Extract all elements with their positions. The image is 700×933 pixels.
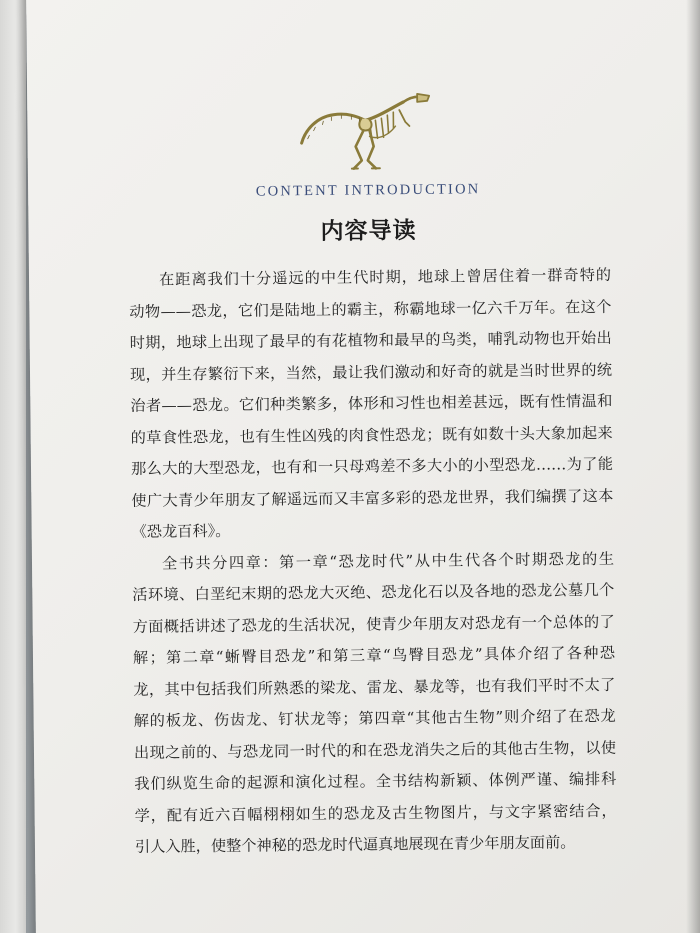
text-line: 在距离我们十分遥远的中生代时期，地球上曾居住着一群奇特的 xyxy=(158,265,612,289)
text-line: 引人入胜，使整个神秘的恐龙时代逼真地展现在青少年朋友面前。 xyxy=(134,833,576,856)
text-line: 的草食性恐龙，也有生性凶残的肉食性恐龙；既有如数十头大象加起来 xyxy=(130,423,613,447)
text-line: 龙，其中包括我们所熟悉的梁龙、雷龙、暴龙等，也有我们平时不太了 xyxy=(133,675,616,699)
page-edge-shadow xyxy=(686,0,700,933)
introduction-text xyxy=(129,260,617,864)
text-line: 那么大的大型恐龙，也有和一只母鸡差不多大小的小型恐龙……为了能 xyxy=(130,454,614,478)
text-line: 解；第二章“蜥臀目恐龙”和第三章“鸟臀目恐龙”具体介绍了各种恐 xyxy=(132,643,616,667)
text-line: 活环境、白垩纪末期的恐龙大灭绝、恐龙化石以及各地的恐龙公墓几个 xyxy=(132,580,615,604)
paragraph-2 xyxy=(132,543,617,863)
text-line: 现，并生存繁衍下来，当然，最让我们激动和好奇的就是当时世界的统 xyxy=(129,360,613,384)
chinese-heading: 内容导读 xyxy=(320,217,417,245)
text-line: 动物——恐龙，它们是陆地上的霸主，称霸地球一亿六千万年。在这个 xyxy=(129,297,612,321)
text-line: 《恐龙百科》。 xyxy=(131,521,231,541)
paragraph-1 xyxy=(129,260,614,549)
text-line: 使广大青少年朋友了解遥远而又丰富多彩的恐龙世界，我们编撰了这本 xyxy=(131,486,614,510)
text-line: 方面概括讲述了恐龙的生活状况，使青少年朋友对恐龙有一个总体的了 xyxy=(132,612,615,636)
text-line: 全书共分四章：第一章“恐龙时代”从中生代各个时期恐龙的生 xyxy=(161,549,615,573)
dinosaur-skeleton-icon xyxy=(295,90,432,173)
text-line: 出现之前的、与恐龙同一时代的和在恐龙消失之后的其他古生物，以使 xyxy=(133,738,617,762)
english-heading: CONTENT INTRODUCTION xyxy=(255,181,481,200)
text-line: 时期，地球上出现了最早的有花植物和最早的鸟类，哺乳动物也开始出 xyxy=(129,328,612,352)
text-line: 学，配有近六百幅栩栩如生的恐龙及古生物图片，与文字紧密结合， xyxy=(134,801,617,825)
text-line: 解的板龙、伤齿龙、钉状龙等；第四章“其他古生物”则介绍了在恐龙 xyxy=(133,706,616,730)
facing-page-edge xyxy=(0,0,26,933)
text-line: 治者——恐龙。它们种类繁多，体形和习性也相差甚远，既有性情温和 xyxy=(130,391,613,415)
book-page xyxy=(26,0,700,933)
text-line: 我们纵览生命的起源和演化过程。全书结构新颖、体例严谨、编排科 xyxy=(134,769,617,793)
